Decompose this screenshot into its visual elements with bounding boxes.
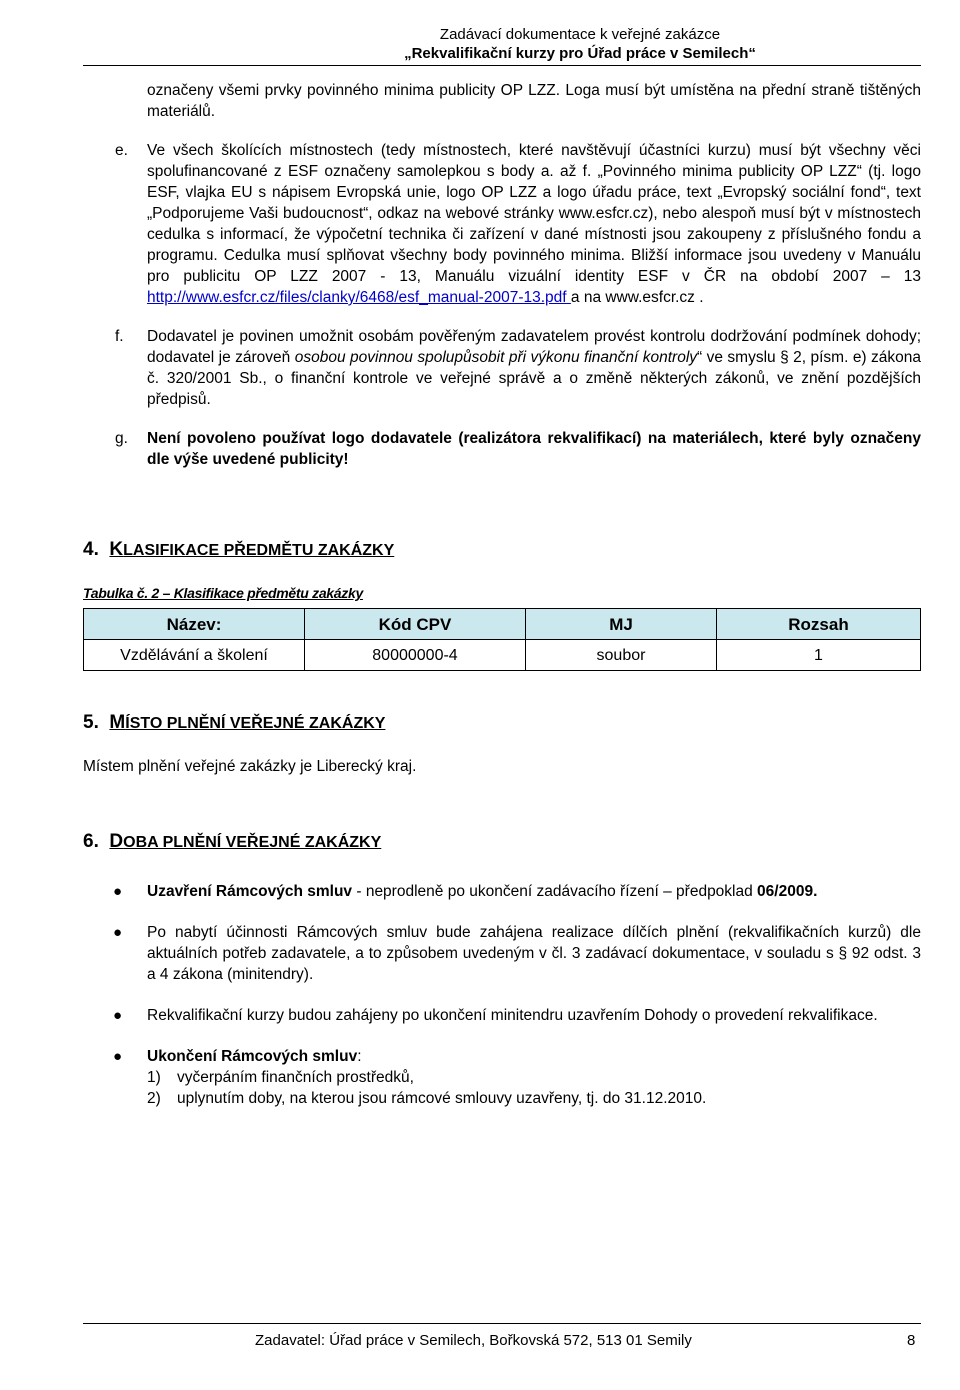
section-title-rest: OBA PLNĚNÍ VEŘEJNÉ ZAKÁZKY xyxy=(123,834,382,851)
item-f-tail: “ ve smyslu § 2, písm. e) zákona č. 320/2001 Sb., o finanční kontrole ve veřejné správě a o změně některých zákonů, ve znění pozdějších předpisů. xyxy=(147,349,922,408)
item-text: vyčerpáním finančních prostředků, xyxy=(177,1069,414,1086)
item-number: 1) xyxy=(147,1069,161,1086)
bullet-icon: ● xyxy=(113,883,123,900)
classification-table xyxy=(83,608,921,671)
item-marker: g. xyxy=(115,430,128,447)
list-item xyxy=(83,1046,921,1109)
item-marker: f. xyxy=(115,328,124,345)
table-cell: Vzdělávání a školení xyxy=(84,640,305,671)
table-header-row xyxy=(84,609,921,640)
item-e-text: Ve všech školících místnostech (tedy místnostech, které navštěvují účastníci kurzu) musí být všechny věci spolufinancované z ESF označeny samolepkou s body a. až f. „Povinného minima publicity OP LZZ“ (tj. logo ESF, vlajka EU s nápisem Evropská unie, logo OP LZZ a logo úřadu práce, text „Evropský sociální fond“, text „Podporujeme Vaši budoucnost“, odkaz na webové stránky www.esfcr.cz), nebo alespoň musí být v místnostech cedulka s informací, že výpočetní technika či zařízení v dané místnosti jsou zakoupeny z příslušného fondu a programu. Cedulka musí splňovat všechny body povinného minima. Bližší informace jsou uvedeny v Manuálu pro publicitu OP LZZ 2007 - 13, Manuálu vizuální identity ESF v ČR na období 2007 – 13 xyxy=(147,142,921,285)
column-header: Kód CPV xyxy=(305,609,526,640)
item-g-text: Není povoleno používat logo dodavatele (realizátora rekvalifikací) na materiálech, které byly označeny dle výše uvedené publicity! xyxy=(147,430,921,468)
bullet-colon: : xyxy=(357,1048,362,1065)
numbered-item xyxy=(147,1088,921,1109)
bullet-icon: ● xyxy=(113,1007,123,1024)
section-title-first: K xyxy=(109,539,124,560)
list-item-e xyxy=(83,140,921,308)
bullet-icon: ● xyxy=(113,924,123,941)
bullet-text: - neprodleně po ukončení zadávacího řízení – předpoklad xyxy=(352,883,758,900)
list-item xyxy=(83,1005,921,1026)
item-text: uplynutím doby, na kterou jsou rámcové smlouvy uzavřeny, tj. do 31.12.2010. xyxy=(177,1090,707,1107)
list-item-g xyxy=(83,428,921,470)
section-6-heading xyxy=(83,830,921,855)
table-row xyxy=(84,640,921,671)
column-header: MJ xyxy=(526,609,717,640)
list-item-f xyxy=(83,326,921,410)
header-subtitle: „Rekvalifikační kurzy pro Úřad práce v Semilech“ xyxy=(404,45,756,62)
table-cell: soubor xyxy=(526,640,717,671)
section-number: 4. xyxy=(83,539,99,560)
section-5-text: Místem plnění veřejné zakázky je Liberecký kraj. xyxy=(83,758,417,775)
page-footer: Zadavatel: Úřad práce v Semilech, Bořkovská 572, 513 01 Semily xyxy=(255,1332,692,1349)
section-title-rest: LASIFIKACE PŘEDMĚTU ZAKÁZKY xyxy=(123,542,395,559)
timeline-bullet-list xyxy=(83,881,921,1109)
header-title: Zadávací dokumentace k veřejné zakázce xyxy=(439,26,721,43)
main-content xyxy=(83,80,921,1129)
bullet-date: 06/2009. xyxy=(757,883,818,900)
table-cell: 1 xyxy=(717,640,921,671)
list-item xyxy=(83,881,921,902)
section-number: 6. xyxy=(83,831,99,852)
section-number: 5. xyxy=(83,712,99,733)
numbered-item xyxy=(147,1067,921,1088)
intro-paragraph: označeny všemi prvky povinného minima publicity OP LZZ. Loga musí být umístěna na přední straně tištěných materiálů. xyxy=(147,82,921,120)
list-item xyxy=(83,922,921,985)
item-f-text: Dodavatel je povinen umožnit osobám pověřeným zadavatelem provést kontrolu dodržování podmínek dohody; dodavatel je zároveň xyxy=(147,328,921,366)
bullet-icon: ● xyxy=(113,1048,123,1065)
bullet-bold: Ukončení Rámcových smluv xyxy=(147,1048,358,1065)
page-header xyxy=(300,25,860,63)
item-marker: e. xyxy=(115,142,128,159)
table-caption: Tabulka č. 2 – Klasifikace předmětu zakázky xyxy=(83,585,363,601)
header-divider xyxy=(83,65,921,66)
page-number: 8 xyxy=(907,1332,916,1349)
item-e-tail: a na www.esfcr.cz . xyxy=(570,289,704,306)
item-number: 2) xyxy=(147,1090,161,1107)
column-header: Rozsah xyxy=(717,609,921,640)
column-header: Název: xyxy=(84,609,305,640)
bullet-bold: Uzavření Rámcových smluv xyxy=(147,883,353,900)
section-title-first: M xyxy=(109,712,126,733)
section-title-first: D xyxy=(109,831,124,852)
footer-divider xyxy=(83,1323,921,1324)
section-4-heading xyxy=(83,538,921,563)
section-title-rest: ÍSTO PLNĚNÍ VEŘEJNÉ ZAKÁZKY xyxy=(125,715,386,732)
section-5-heading xyxy=(83,711,921,736)
table-cell: 80000000-4 xyxy=(305,640,526,671)
item-f-italic: osobou povinnou spolupůsobit při výkonu finanční kontroly xyxy=(294,349,698,366)
bullet-text: Rekvalifikační kurzy budou zahájeny po ukončení minitendru uzavřením Dohody o provedení rekvalifikace. xyxy=(147,1007,878,1024)
bullet-text: Po nabytí účinnosti Rámcových smluv bude zahájena realizace dílčích plnění (rekvalifikačních kurzů) dle aktuálních potřeb zadavatele, a to způsobem uvedeným v čl. 3 zadávací dokumentace, v souladu s § 92 odst. 3 a 4 zákona (minitendry). xyxy=(147,924,921,983)
esf-manual-link[interactable]: http://www.esfcr.cz/files/clanky/6468/esf_manual-2007-13.pdf xyxy=(147,289,571,306)
